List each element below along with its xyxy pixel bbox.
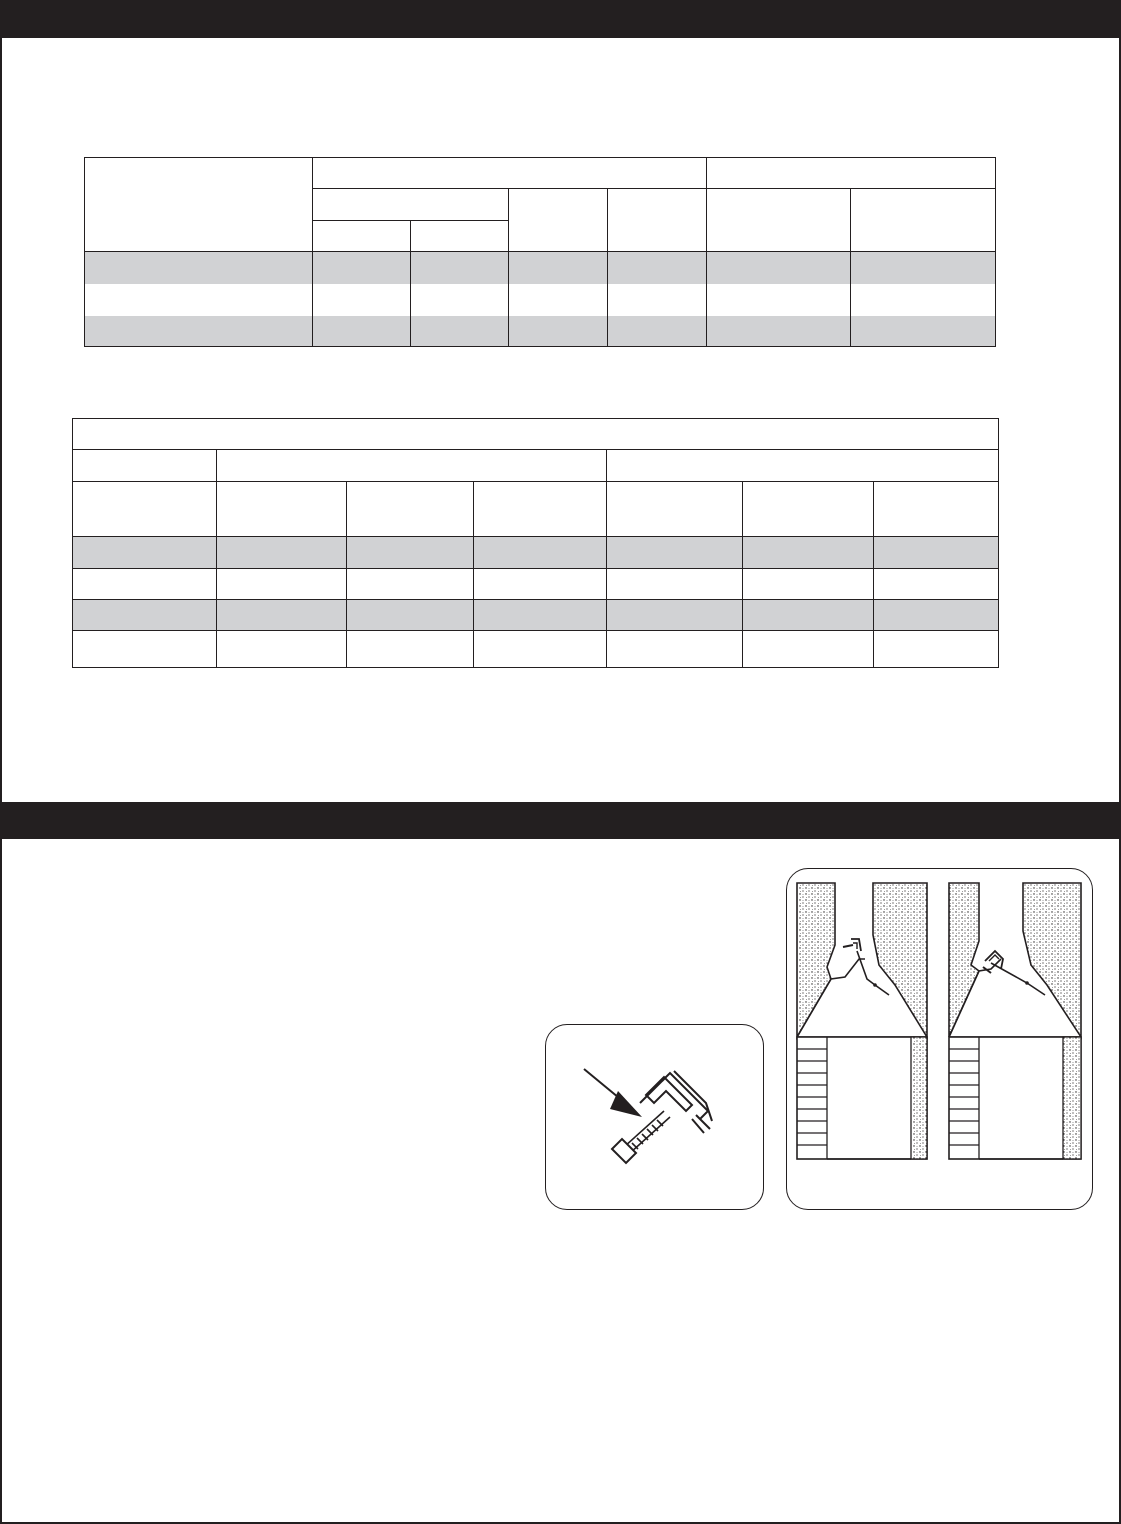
table1-group-header bbox=[313, 158, 707, 189]
section-title-2 bbox=[0, 809, 16, 831]
table1-sub-header bbox=[509, 189, 608, 252]
table2-column-header bbox=[474, 482, 607, 537]
table2-cell bbox=[874, 537, 999, 569]
table2-cell bbox=[743, 631, 874, 668]
table2-column-header bbox=[743, 482, 874, 537]
table1-cell bbox=[851, 316, 996, 347]
table2-cell bbox=[474, 600, 607, 631]
diagram-right bbox=[949, 883, 1081, 1159]
diagram-left bbox=[797, 883, 927, 1159]
table2-cell bbox=[607, 600, 743, 631]
table1-sub-header bbox=[851, 189, 996, 252]
table1-cell bbox=[851, 252, 996, 284]
table1-sub-header bbox=[707, 189, 851, 252]
table2-cell bbox=[474, 569, 607, 600]
table2-cell bbox=[217, 600, 347, 631]
table2-cell bbox=[743, 600, 874, 631]
table2-cell bbox=[73, 537, 217, 569]
table1-cell bbox=[608, 316, 707, 347]
table2-cell bbox=[217, 569, 347, 600]
table1-cell bbox=[509, 316, 608, 347]
table-row bbox=[73, 631, 999, 668]
table1-cell bbox=[411, 252, 509, 284]
table1-cell bbox=[707, 316, 851, 347]
table2-group-header bbox=[73, 450, 217, 482]
table1-cell bbox=[851, 284, 996, 316]
table2-cell bbox=[347, 631, 474, 668]
clamp-figure-panel bbox=[545, 1024, 764, 1210]
table1-cell bbox=[608, 284, 707, 316]
table2-cell bbox=[607, 569, 743, 600]
table2-cell bbox=[347, 600, 474, 631]
table2-cell bbox=[474, 537, 607, 569]
table1-sub-header bbox=[608, 189, 707, 252]
table1-cell bbox=[509, 284, 608, 316]
table2-cell bbox=[217, 631, 347, 668]
table-row bbox=[85, 284, 996, 316]
table-row bbox=[85, 316, 996, 347]
table2-column-header bbox=[73, 482, 217, 537]
table-row bbox=[73, 600, 999, 631]
table1-cell bbox=[707, 252, 851, 284]
table2-group-header bbox=[217, 450, 607, 482]
table1-sub-sub-header bbox=[411, 221, 509, 252]
table2-cell bbox=[73, 631, 217, 668]
table2-cell bbox=[347, 569, 474, 600]
table2-cell bbox=[743, 569, 874, 600]
table1-cell bbox=[85, 284, 313, 316]
table2-title bbox=[73, 419, 999, 450]
table-row bbox=[73, 537, 999, 569]
table1-cell bbox=[313, 316, 411, 347]
table1-sub-header bbox=[313, 189, 509, 221]
table2-cell bbox=[73, 600, 217, 631]
table2-cell bbox=[347, 537, 474, 569]
table2-column-header bbox=[347, 482, 474, 537]
table2-cell bbox=[874, 569, 999, 600]
table1-cell bbox=[313, 284, 411, 316]
table2-cell bbox=[474, 631, 607, 668]
clamp-icon bbox=[546, 1025, 765, 1211]
table1-corner-header bbox=[85, 158, 313, 252]
table2-cell bbox=[217, 537, 347, 569]
table2-cell bbox=[743, 537, 874, 569]
table1-cell bbox=[608, 252, 707, 284]
table2-cell bbox=[607, 631, 743, 668]
section-header-1 bbox=[0, 0, 1121, 38]
section-header-2 bbox=[0, 802, 1121, 839]
chimney-clamp-installation-diagram bbox=[787, 869, 1094, 1211]
table1-cell bbox=[509, 252, 608, 284]
section-title-1 bbox=[0, 7, 16, 29]
specification-table-2 bbox=[72, 418, 999, 668]
table2-column-header bbox=[874, 482, 999, 537]
table1-cell bbox=[85, 252, 313, 284]
specification-table-1 bbox=[84, 157, 996, 347]
table2-cell bbox=[874, 631, 999, 668]
table2-cell bbox=[607, 537, 743, 569]
table1-cell bbox=[313, 252, 411, 284]
table2-column-header bbox=[607, 482, 743, 537]
table1-cell bbox=[85, 316, 313, 347]
table1-cell bbox=[707, 284, 851, 316]
table-row bbox=[85, 252, 996, 284]
table2-column-header bbox=[217, 482, 347, 537]
chimney-figure-panel bbox=[786, 868, 1093, 1210]
table-row bbox=[73, 569, 999, 600]
table1-sub-sub-header bbox=[313, 221, 411, 252]
table2-cell bbox=[73, 569, 217, 600]
table2-cell bbox=[874, 600, 999, 631]
table1-group-header bbox=[707, 158, 996, 189]
table1-cell bbox=[411, 284, 509, 316]
table2-group-header bbox=[607, 450, 999, 482]
table1-cell bbox=[411, 316, 509, 347]
